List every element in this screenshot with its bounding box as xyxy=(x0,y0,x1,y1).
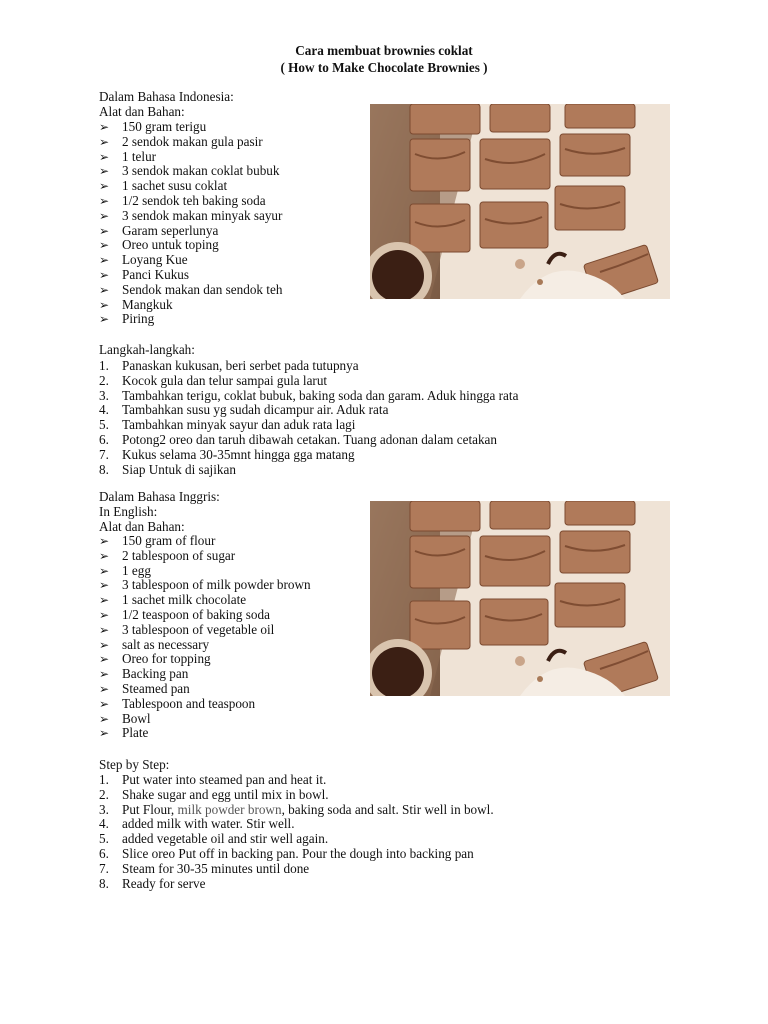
step-item xyxy=(99,772,326,787)
list-item xyxy=(99,311,154,327)
step-text-part: Put Flour, xyxy=(122,801,178,817)
step-text-part: , baking soda and salt. Stir well in bowl. xyxy=(281,801,494,817)
list-item-text: 1/2 teaspoon of baking soda xyxy=(122,607,270,622)
list-item-text: Bowl xyxy=(122,710,151,726)
bullet-arrow-icon: ➢ xyxy=(99,282,110,297)
list-item-text: Steamed pan xyxy=(122,681,190,696)
list-item-text: 1 telur xyxy=(122,148,157,164)
list-item-text: 2 sendok makan gula pasir xyxy=(122,133,263,149)
step-text: Ready for serve xyxy=(122,875,206,891)
list-item-text: Backing pan xyxy=(122,666,189,682)
step-number: 3. xyxy=(99,387,109,403)
step-text: Kocok gula dan telur sampai gula larut xyxy=(122,372,328,388)
list-item-text: 1 egg xyxy=(122,562,151,578)
step-text: Panaskan kukusan, beri serbet pada tutupnya xyxy=(122,358,359,373)
step-item xyxy=(99,816,295,831)
step-number: 8. xyxy=(99,461,109,477)
bullet-arrow-icon: ➢ xyxy=(99,667,110,682)
bullet-arrow-icon: ➢ xyxy=(99,134,110,149)
bullet-arrow-icon: ➢ xyxy=(99,682,110,696)
list-item-text: Piring xyxy=(122,311,155,327)
step-text: Kukus selama 30-35mnt hingga gga matang xyxy=(122,446,355,462)
step-item xyxy=(99,388,518,403)
list-item-text: 150 gram terigu xyxy=(122,119,207,134)
step-number: 4. xyxy=(99,402,109,418)
list-item xyxy=(99,711,151,727)
list-item-text: 3 sendok makan coklat bubuk xyxy=(122,163,280,179)
step-item xyxy=(99,358,359,373)
bullet-arrow-icon: ➢ xyxy=(99,238,110,253)
step-item xyxy=(99,861,309,876)
list-item xyxy=(99,149,156,165)
bullet-arrow-icon: ➢ xyxy=(99,578,110,593)
list-item xyxy=(99,696,255,712)
list-item-text: 1 sachet milk chocolate xyxy=(122,592,247,608)
step-number: 4. xyxy=(99,816,109,832)
list-item xyxy=(99,548,235,564)
bullet-arrow-icon: ➢ xyxy=(99,253,110,268)
bullet-arrow-icon: ➢ xyxy=(99,593,110,608)
ingredients-heading: Alat dan Bahan: xyxy=(99,518,185,534)
bullet-arrow-icon: ➢ xyxy=(99,726,110,741)
list-item-text: Tablespoon and teaspoon xyxy=(122,695,256,711)
bullet-arrow-icon: ➢ xyxy=(99,652,110,667)
list-item-text: Mangkuk xyxy=(122,296,173,312)
list-item xyxy=(99,267,189,283)
step-number: 5. xyxy=(99,831,109,847)
step-item xyxy=(99,432,497,447)
step-number: 3. xyxy=(99,801,109,817)
step-number: 7. xyxy=(99,446,109,462)
list-item xyxy=(99,563,151,579)
bullet-arrow-icon: ➢ xyxy=(99,120,110,134)
section-heading: Dalam Bahasa Inggris: xyxy=(99,489,220,504)
brownies-illustration xyxy=(370,501,670,696)
list-item-text: 1 sachet susu coklat xyxy=(122,178,228,194)
list-item-text: Plate xyxy=(122,725,149,741)
list-item-text: 3 tablespoon of vegetable oil xyxy=(122,621,275,637)
step-text: Potong2 oreo dan taruh dibawah cetakan. Tuang adonan dalam cetakan xyxy=(122,432,497,447)
list-item xyxy=(99,297,173,313)
section-subheading: In English: xyxy=(99,503,158,519)
bullet-arrow-icon: ➢ xyxy=(99,208,110,223)
list-item xyxy=(99,223,218,239)
bullet-arrow-icon: ➢ xyxy=(99,164,110,179)
bullet-arrow-icon: ➢ xyxy=(99,179,110,194)
step-item xyxy=(99,447,355,462)
list-item-text: 3 tablespoon of milk powder brown xyxy=(122,577,311,593)
list-item-text: Panci Kukus xyxy=(122,267,190,282)
page-title: Cara membuat brownies coklat xyxy=(295,43,473,58)
step-number: 7. xyxy=(99,860,109,876)
step-text: added vegetable oil and stir well again. xyxy=(122,831,329,847)
list-item-text: Loyang Kue xyxy=(122,252,188,268)
step-item xyxy=(99,417,355,432)
list-item-text: 1/2 sendok teh baking soda xyxy=(122,193,266,208)
list-item xyxy=(99,237,219,253)
list-item-text: 150 gram of flour xyxy=(122,533,216,548)
step-item xyxy=(99,846,474,861)
step-number: 1. xyxy=(99,358,109,373)
list-item xyxy=(99,119,206,135)
highlighted-text: milk powder brown xyxy=(177,801,282,817)
step-item xyxy=(99,462,236,477)
list-item-text: 2 tablespoon of sugar xyxy=(122,547,236,563)
list-item xyxy=(99,622,274,638)
step-number: 2. xyxy=(99,786,109,802)
bullet-arrow-icon: ➢ xyxy=(99,268,110,282)
list-item xyxy=(99,134,263,150)
list-item-text: Oreo untuk toping xyxy=(122,237,219,253)
step-number: 1. xyxy=(99,772,109,787)
list-item xyxy=(99,193,266,209)
step-text: Siap Untuk di sajikan xyxy=(122,461,236,477)
bullet-arrow-icon: ➢ xyxy=(99,534,110,548)
bullet-arrow-icon: ➢ xyxy=(99,608,110,622)
steps-heading: Step by Step: xyxy=(99,757,170,772)
step-text: Slice oreo Put off in backing pan. Pour the dough into backing pan xyxy=(122,846,474,861)
list-item xyxy=(99,533,215,549)
bullet-arrow-icon: ➢ xyxy=(99,548,110,563)
bullet-arrow-icon: ➢ xyxy=(99,312,110,327)
step-item xyxy=(99,373,327,388)
bullet-arrow-icon: ➢ xyxy=(99,149,110,164)
ingredients-heading: Alat dan Bahan: xyxy=(99,103,185,119)
bullet-arrow-icon: ➢ xyxy=(99,622,110,637)
step-text: Put water into steamed pan and heat it. xyxy=(122,772,327,787)
steps-heading: Langkah-langkah: xyxy=(99,342,195,357)
bullet-arrow-icon: ➢ xyxy=(99,297,110,312)
step-number: 6. xyxy=(99,432,109,447)
step-text: Shake sugar and egg until mix in bowl. xyxy=(122,786,329,802)
list-item xyxy=(99,725,148,741)
list-item xyxy=(99,651,211,667)
step-item xyxy=(99,831,328,846)
list-item-text: Sendok makan dan sendok teh xyxy=(122,281,283,297)
step-text: Tambahkan terigu, coklat bubuk, baking soda dan garam. Aduk hingga rata xyxy=(122,387,519,403)
bullet-arrow-icon: ➢ xyxy=(99,711,110,726)
page-subtitle: ( How to Make Chocolate Brownies ) xyxy=(280,60,488,75)
list-item xyxy=(99,282,282,298)
step-number: 5. xyxy=(99,417,109,433)
section-heading: Dalam Bahasa Indonesia: xyxy=(99,89,234,104)
step-text xyxy=(122,802,494,817)
list-item-text: Oreo for topping xyxy=(122,651,211,667)
step-text: Tambahkan minyak sayur dan aduk rata lagi xyxy=(122,417,356,433)
list-item xyxy=(99,208,282,224)
list-item xyxy=(99,607,270,623)
list-item xyxy=(99,637,209,653)
bullet-arrow-icon: ➢ xyxy=(99,637,110,652)
step-number: 2. xyxy=(99,372,109,388)
list-item xyxy=(99,178,227,194)
step-item xyxy=(99,787,329,802)
list-item-text: Garam seperlunya xyxy=(122,222,219,238)
list-item xyxy=(99,592,246,608)
list-item-text: 3 sendok makan minyak sayur xyxy=(122,207,283,223)
list-item xyxy=(99,666,188,682)
list-item xyxy=(99,681,190,697)
bullet-arrow-icon: ➢ xyxy=(99,194,110,208)
bullet-arrow-icon: ➢ xyxy=(99,696,110,711)
step-item xyxy=(99,802,494,817)
list-item xyxy=(99,252,188,268)
bullet-arrow-icon: ➢ xyxy=(99,563,110,578)
brownies-illustration xyxy=(370,104,670,299)
step-item xyxy=(99,876,205,891)
step-text: Steam for 30-35 minutes until done xyxy=(122,860,310,876)
step-number: 6. xyxy=(99,846,109,861)
brownies-photo xyxy=(370,501,670,696)
brownies-photo xyxy=(370,104,670,299)
list-item xyxy=(99,163,279,179)
step-text: Tambahkan susu yg sudah dicampur air. Aduk rata xyxy=(122,402,389,418)
step-text: added milk with water. Stir well. xyxy=(122,816,295,832)
list-item-text: salt as necessary xyxy=(122,636,210,652)
step-item xyxy=(99,402,388,417)
step-number: 8. xyxy=(99,875,109,891)
bullet-arrow-icon: ➢ xyxy=(99,223,110,238)
list-item xyxy=(99,577,311,593)
